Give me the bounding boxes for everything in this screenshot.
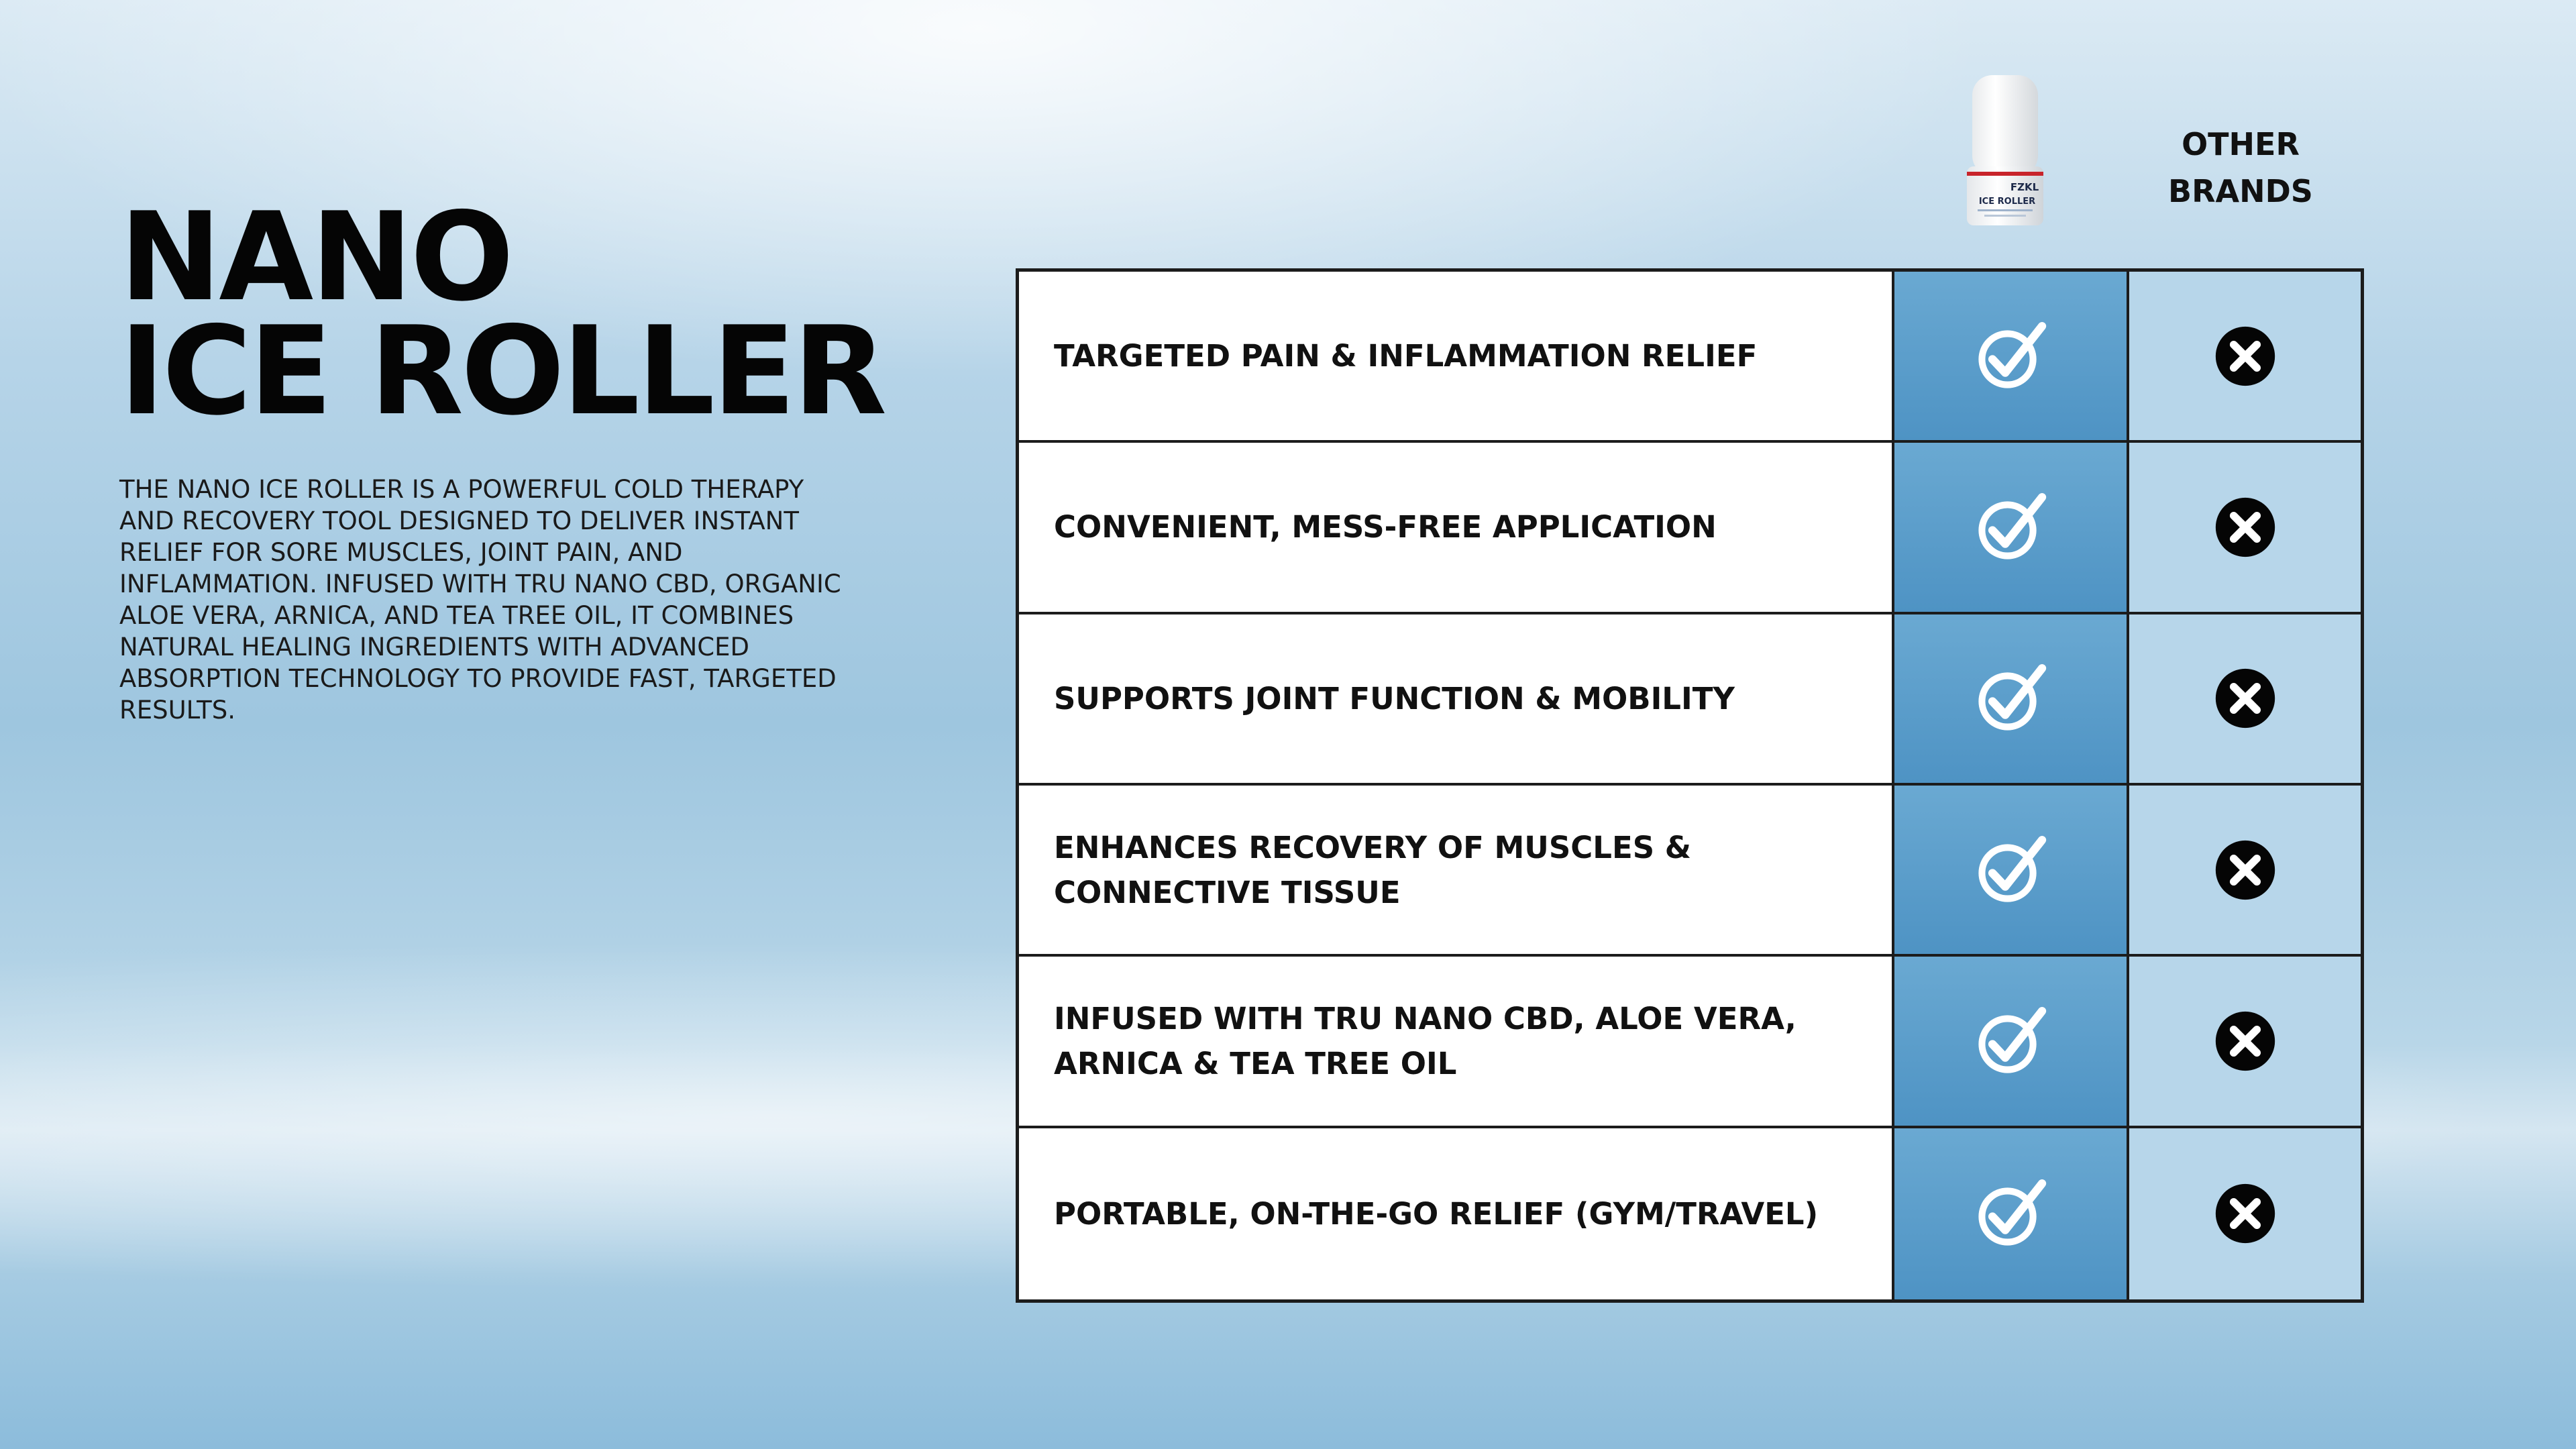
feature-label: INFUSED WITH TRU NANO CBD, ALOE VERA, ARNICA & TEA TREE OIL [1019, 957, 1894, 1128]
svg-text:FZKL: FZKL [2010, 181, 2039, 193]
comparison-table [1016, 268, 2364, 1303]
other-brands-cell [2129, 272, 2361, 443]
ice-roller-cell [1894, 614, 2129, 786]
other-brands-header [2130, 121, 2351, 215]
x-icon [2213, 666, 2277, 731]
other-brands-cell [2129, 1128, 2361, 1299]
check-icon [1973, 833, 2048, 908]
title-line-2: ICE ROLLER [119, 300, 885, 442]
page-title [119, 186, 885, 442]
other-brands-cell [2129, 786, 2361, 957]
title-line-1: NANO [119, 186, 512, 328]
x-icon [2213, 495, 2277, 559]
product-image [1957, 72, 2053, 228]
check-icon [1973, 490, 2048, 565]
check-icon [1973, 1176, 2048, 1251]
other-brands-header-line-1: OTHER [2182, 126, 2300, 162]
ice-roller-cell [1894, 443, 2129, 614]
feature-label: SUPPORTS JOINT FUNCTION & MOBILITY [1019, 614, 1894, 786]
x-icon [2213, 324, 2277, 388]
ice-roller-cell [1894, 786, 2129, 957]
ice-roller-cell [1894, 957, 2129, 1128]
x-icon [2213, 1009, 2277, 1073]
check-icon [1973, 319, 2048, 394]
feature-label: PORTABLE, ON-THE-GO RELIEF (GYM/TRAVEL) [1019, 1128, 1894, 1299]
feature-label: TARGETED PAIN & INFLAMMATION RELIEF [1019, 272, 1894, 443]
product-description: THE NANO ICE ROLLER IS A POWERFUL COLD THERAPY AND RECOVERY TOOL DESIGNED TO DELIVER INSTANT RELIEF FOR SORE MUSCLES, JOINT PAIN, AND INFLAMMATION. INFUSED WITH TRU NANO CBD, ORGANIC ALOE VERA, ARNICA, AND TEA TREE OIL, IT COMBINES NATURAL HEALING INGREDIENTS WITH ADVANCED ABSORPTION TECHNOLOGY TO PROVIDE FAST, TARGETED RESULTS. [119, 475, 841, 724]
x-icon [2213, 838, 2277, 902]
other-brands-cell [2129, 614, 2361, 786]
svg-text:ICE ROLLER: ICE ROLLER [1978, 197, 2036, 207]
feature-label: ENHANCES RECOVERY OF MUSCLES & CONNECTIVE TISSUE [1019, 786, 1894, 957]
check-icon [1973, 661, 2048, 736]
x-icon [2213, 1181, 2277, 1246]
check-icon [1973, 1004, 2048, 1079]
ice-roller-cell [1894, 1128, 2129, 1299]
other-brands-header-line-2: BRANDS [2168, 173, 2313, 209]
ice-roller-cell [1894, 272, 2129, 443]
feature-label: CONVENIENT, MESS-FREE APPLICATION [1019, 443, 1894, 614]
other-brands-cell [2129, 957, 2361, 1128]
other-brands-cell [2129, 443, 2361, 614]
